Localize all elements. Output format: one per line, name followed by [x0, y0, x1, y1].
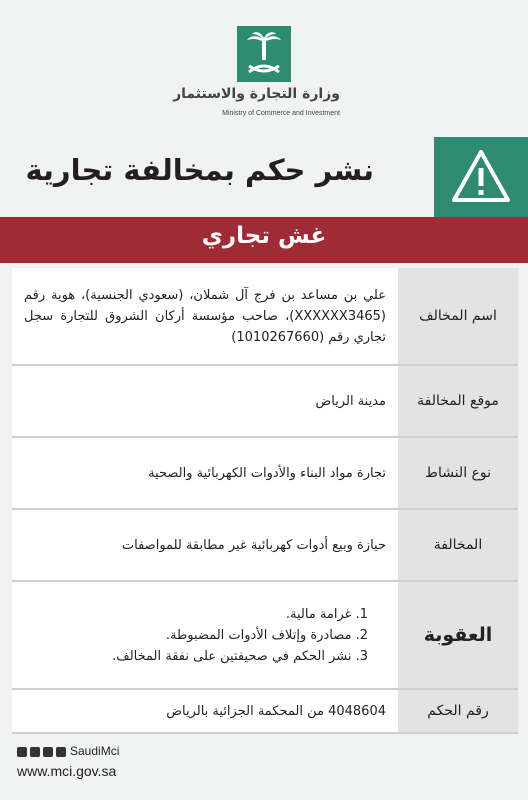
table-row-violator	[12, 268, 518, 366]
table-row-activity	[12, 438, 518, 510]
social-icons	[17, 747, 66, 757]
social-handle[interactable]: SaudiMci	[70, 744, 120, 758]
verdict-value: 4048604 من المحكمة الجزائية بالرياض	[12, 690, 398, 732]
warning-icon	[450, 148, 512, 206]
ministry-name-ar: وزارة التجارة والاستثمار	[173, 86, 340, 102]
violation-value: حيازة وبيع أدوات كهربائية غير مطابقة للمواصفات	[12, 510, 398, 580]
warning-box	[434, 137, 528, 217]
violation-label: المخالفة	[398, 510, 518, 580]
location-value: مدينة الرياض	[12, 366, 398, 436]
activity-value: تجارة مواد البناء والأدوات الكهربائية والصحية	[12, 438, 398, 508]
table-row-verdict	[12, 690, 518, 734]
table-row-violation	[12, 510, 518, 582]
table-row-location	[12, 366, 518, 438]
ministry-logo	[237, 26, 291, 82]
violator-name-label: اسم المخالف	[398, 268, 518, 364]
violator-name-value: علي بن مساعد بن فرج آل شملان، (سعودي الجنسية)، هوية رقم (XXXXXX3465)، صاحب مؤسسة أركان الشروق للتجارة سجل تجاري رقم (1010267660)	[12, 268, 398, 364]
banner-text: غش تجاري	[201, 223, 327, 249]
penalty-item: 3. نشر الحكم في صحيفتين على نفقة المخالف.	[112, 648, 368, 664]
penalty-label: العقوبة	[398, 582, 518, 688]
violation-type-banner	[0, 217, 528, 263]
facebook-icon[interactable]	[30, 747, 40, 757]
location-label: موقع المخالفة	[398, 366, 518, 436]
notice-title: نشر حكم بمخالفة تجارية	[25, 153, 374, 187]
ministry-name-en: Ministry of Commerce and Investment	[222, 110, 340, 117]
penalty-item: 2. مصادرة وإتلاف الأدوات المضبوطة.	[165, 627, 368, 643]
palm-swords-icon	[237, 26, 291, 82]
youtube-icon[interactable]	[56, 747, 66, 757]
penalty-value	[12, 582, 398, 688]
table-row-penalty	[12, 582, 518, 690]
website-link[interactable]: www.mci.gov.sa	[17, 763, 117, 779]
twitter-icon[interactable]	[17, 747, 27, 757]
notice-header	[0, 137, 528, 217]
penalty-list	[112, 604, 386, 667]
instagram-icon[interactable]	[43, 747, 53, 757]
verdict-label: رقم الحكم	[398, 690, 518, 732]
activity-label: نوع النشاط	[398, 438, 518, 508]
penalty-item: 1. غرامة مالية.	[285, 606, 368, 622]
details-table	[12, 268, 518, 734]
